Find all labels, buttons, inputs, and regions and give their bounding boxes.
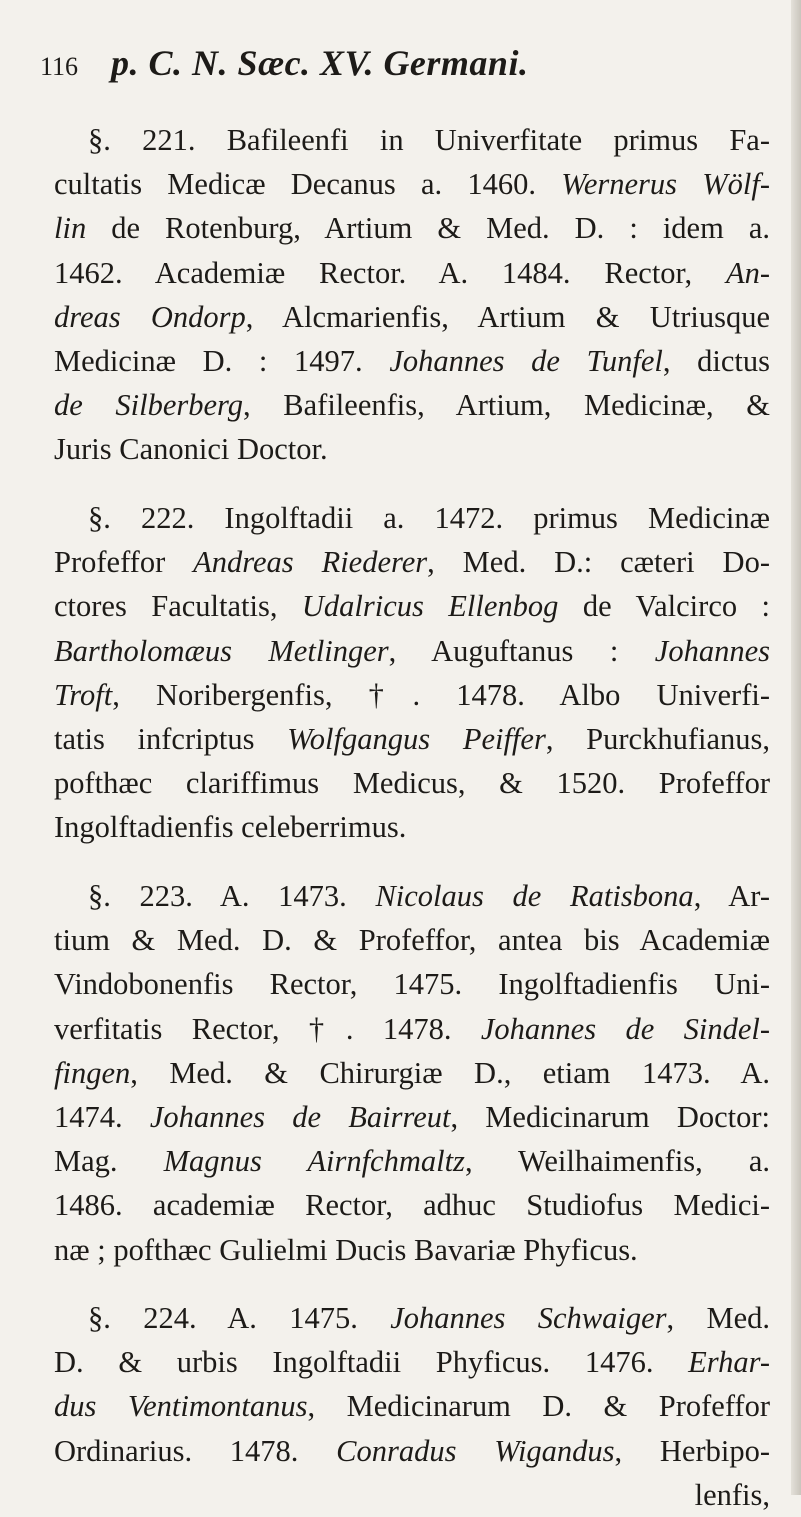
paragraph-223 <box>54 874 770 1272</box>
text-run: Vindobonenfis Rector, 1475. Ingolftadienfis Uni- <box>54 967 770 1002</box>
italic-name: Wolfgangus Peiffer <box>287 721 546 756</box>
italic-name: Magnus Airnfchmaltz <box>163 1144 465 1179</box>
paragraph-221 <box>54 118 770 472</box>
text-line <box>54 1139 770 1183</box>
text-run: tatis infcriptus <box>54 721 288 756</box>
text-line <box>54 717 770 761</box>
running-title: p. C. N. Sæc. XV. Germani. <box>111 43 529 83</box>
italic-name: Andreas Riederer <box>193 545 428 580</box>
text-run: , Noribergenfis, †. 1478. Albo Univerfi- <box>112 677 770 712</box>
italic-name: Wernerus Wölf- <box>561 167 770 202</box>
running-header <box>40 42 528 84</box>
italic-name: Johannes Schwaiger <box>390 1301 667 1335</box>
text-line <box>54 162 770 206</box>
text-run: Profeffor <box>54 545 194 580</box>
italic-name: Udalricus Ellenbog <box>301 589 559 624</box>
text-line <box>54 206 770 250</box>
paragraph-224 <box>54 1296 770 1517</box>
text-line <box>54 805 770 849</box>
text-run: cultatis Medicæ Decanus a. 1460. <box>54 167 562 202</box>
text-run: , Medicinarum Doctor: <box>450 1099 770 1134</box>
text-run: , Alcmarienfis, Artium & Utriusque <box>245 299 771 334</box>
text-run: D. & urbis Ingolftadii Phyficus. 1476. <box>54 1345 689 1380</box>
text-run: de Valcirco : <box>558 589 770 624</box>
text-line <box>54 1384 770 1428</box>
italic-name: An- <box>725 255 770 290</box>
text-line <box>54 584 770 628</box>
page-number: 116 <box>40 52 79 81</box>
italic-name: Johannes de Bairreut <box>149 1099 451 1134</box>
text-run: , dictus <box>662 343 770 378</box>
text-run: , Med. D.: cæteri Do- <box>427 545 770 580</box>
text-line <box>54 339 770 383</box>
text-run: Mag. <box>54 1144 164 1179</box>
italic-name: dus Ventimontanus <box>54 1389 308 1424</box>
text-run: pofthæc clariffimus Medicus, & 1520. Profeffor <box>54 766 770 801</box>
text-line <box>54 673 770 717</box>
paragraph-222 <box>54 496 770 850</box>
text-line <box>54 962 770 1006</box>
text-line <box>54 918 770 962</box>
text-line <box>54 1095 770 1139</box>
text-run: Ingolftadienfis celeberrimus. <box>54 810 407 845</box>
text-run: §. 223. A. 1473. <box>88 879 376 913</box>
text-run: Medicinæ D. : 1497. <box>54 343 390 378</box>
page-edge-shadow <box>791 0 801 1495</box>
text-line <box>54 874 770 918</box>
text-line <box>54 761 770 805</box>
text-run: §. 221. Bafileenfi in Univerfitate primus Fa- <box>88 123 770 157</box>
italic-name: Erhar- <box>688 1345 770 1380</box>
text-run: lenfis, <box>694 1477 770 1512</box>
italic-name: dreas Ondorp <box>54 299 246 334</box>
italic-name: Nicolaus de Ratisbona <box>375 879 694 913</box>
text-run: , Med. & Chirurgiæ D., etiam 1473. A. <box>130 1055 770 1090</box>
text-line <box>54 1296 770 1340</box>
text-run: Juris Canonici Doctor. <box>54 432 328 467</box>
italic-name: de Silberberg <box>54 388 244 423</box>
text-run: 1474. <box>54 1099 150 1134</box>
italic-name: Conradus Wigandus <box>336 1433 615 1468</box>
text-run: verfitatis Rector, †. 1478. <box>54 1011 481 1046</box>
italic-name: fingen <box>54 1055 131 1090</box>
text-run: de Rotenburg, Artium & Med. D. : idem a. <box>86 211 770 246</box>
text-run: Ordinarius. 1478. <box>54 1433 337 1468</box>
text-run: tium & Med. D. & Profeffor, antea bis Academiæ <box>54 923 770 958</box>
italic-name: Johannes <box>654 633 770 668</box>
italic-name: Bartholomæus Metlinger <box>54 633 389 668</box>
text-line <box>54 383 770 427</box>
text-line <box>54 1228 770 1272</box>
text-line <box>54 629 770 673</box>
text-run: , Weilhaimenfis, a. <box>464 1144 770 1179</box>
text-line <box>54 1051 770 1095</box>
text-line <box>54 118 770 162</box>
text-line <box>54 540 770 584</box>
text-run: , Med. <box>666 1301 770 1335</box>
text-line <box>54 1183 770 1227</box>
italic-name: Johannes de Sindel- <box>480 1011 771 1046</box>
text-run: , Purckhufianus, <box>545 721 770 756</box>
text-line <box>54 496 770 540</box>
text-run: ctores Facultatis, <box>54 589 302 624</box>
text-line <box>54 1429 770 1473</box>
italic-name: Johannes de Tunfel <box>389 343 663 378</box>
text-line <box>54 1340 770 1384</box>
text-run: , Ar- <box>693 879 771 913</box>
text-run: , Bafileenfis, Artium, Medicinæ, & <box>243 388 770 423</box>
text-run: , Auguftanus : <box>388 633 655 668</box>
text-line <box>54 427 770 471</box>
text-line <box>54 251 770 295</box>
italic-name: Troft <box>54 677 113 712</box>
italic-name: lin <box>54 211 87 246</box>
text-run: §. 222. Ingolftadii a. 1472. primus Medicinæ <box>88 501 770 535</box>
text-run: §. 224. A. 1475. <box>88 1301 391 1335</box>
text-run: , Medicinarum D. & Profeffor <box>307 1389 770 1424</box>
text-line <box>54 295 770 339</box>
text-run: , Herbipo- <box>614 1433 770 1468</box>
text-run: 1462. Academiæ Rector. A. 1484. Rector, <box>54 255 726 290</box>
text-line <box>54 1007 770 1051</box>
text-run: næ ; pofthæc Gulielmi Ducis Bavariæ Phyficus. <box>54 1232 638 1267</box>
text-run: 1486. academiæ Rector, adhuc Studiofus Medici- <box>54 1188 770 1223</box>
